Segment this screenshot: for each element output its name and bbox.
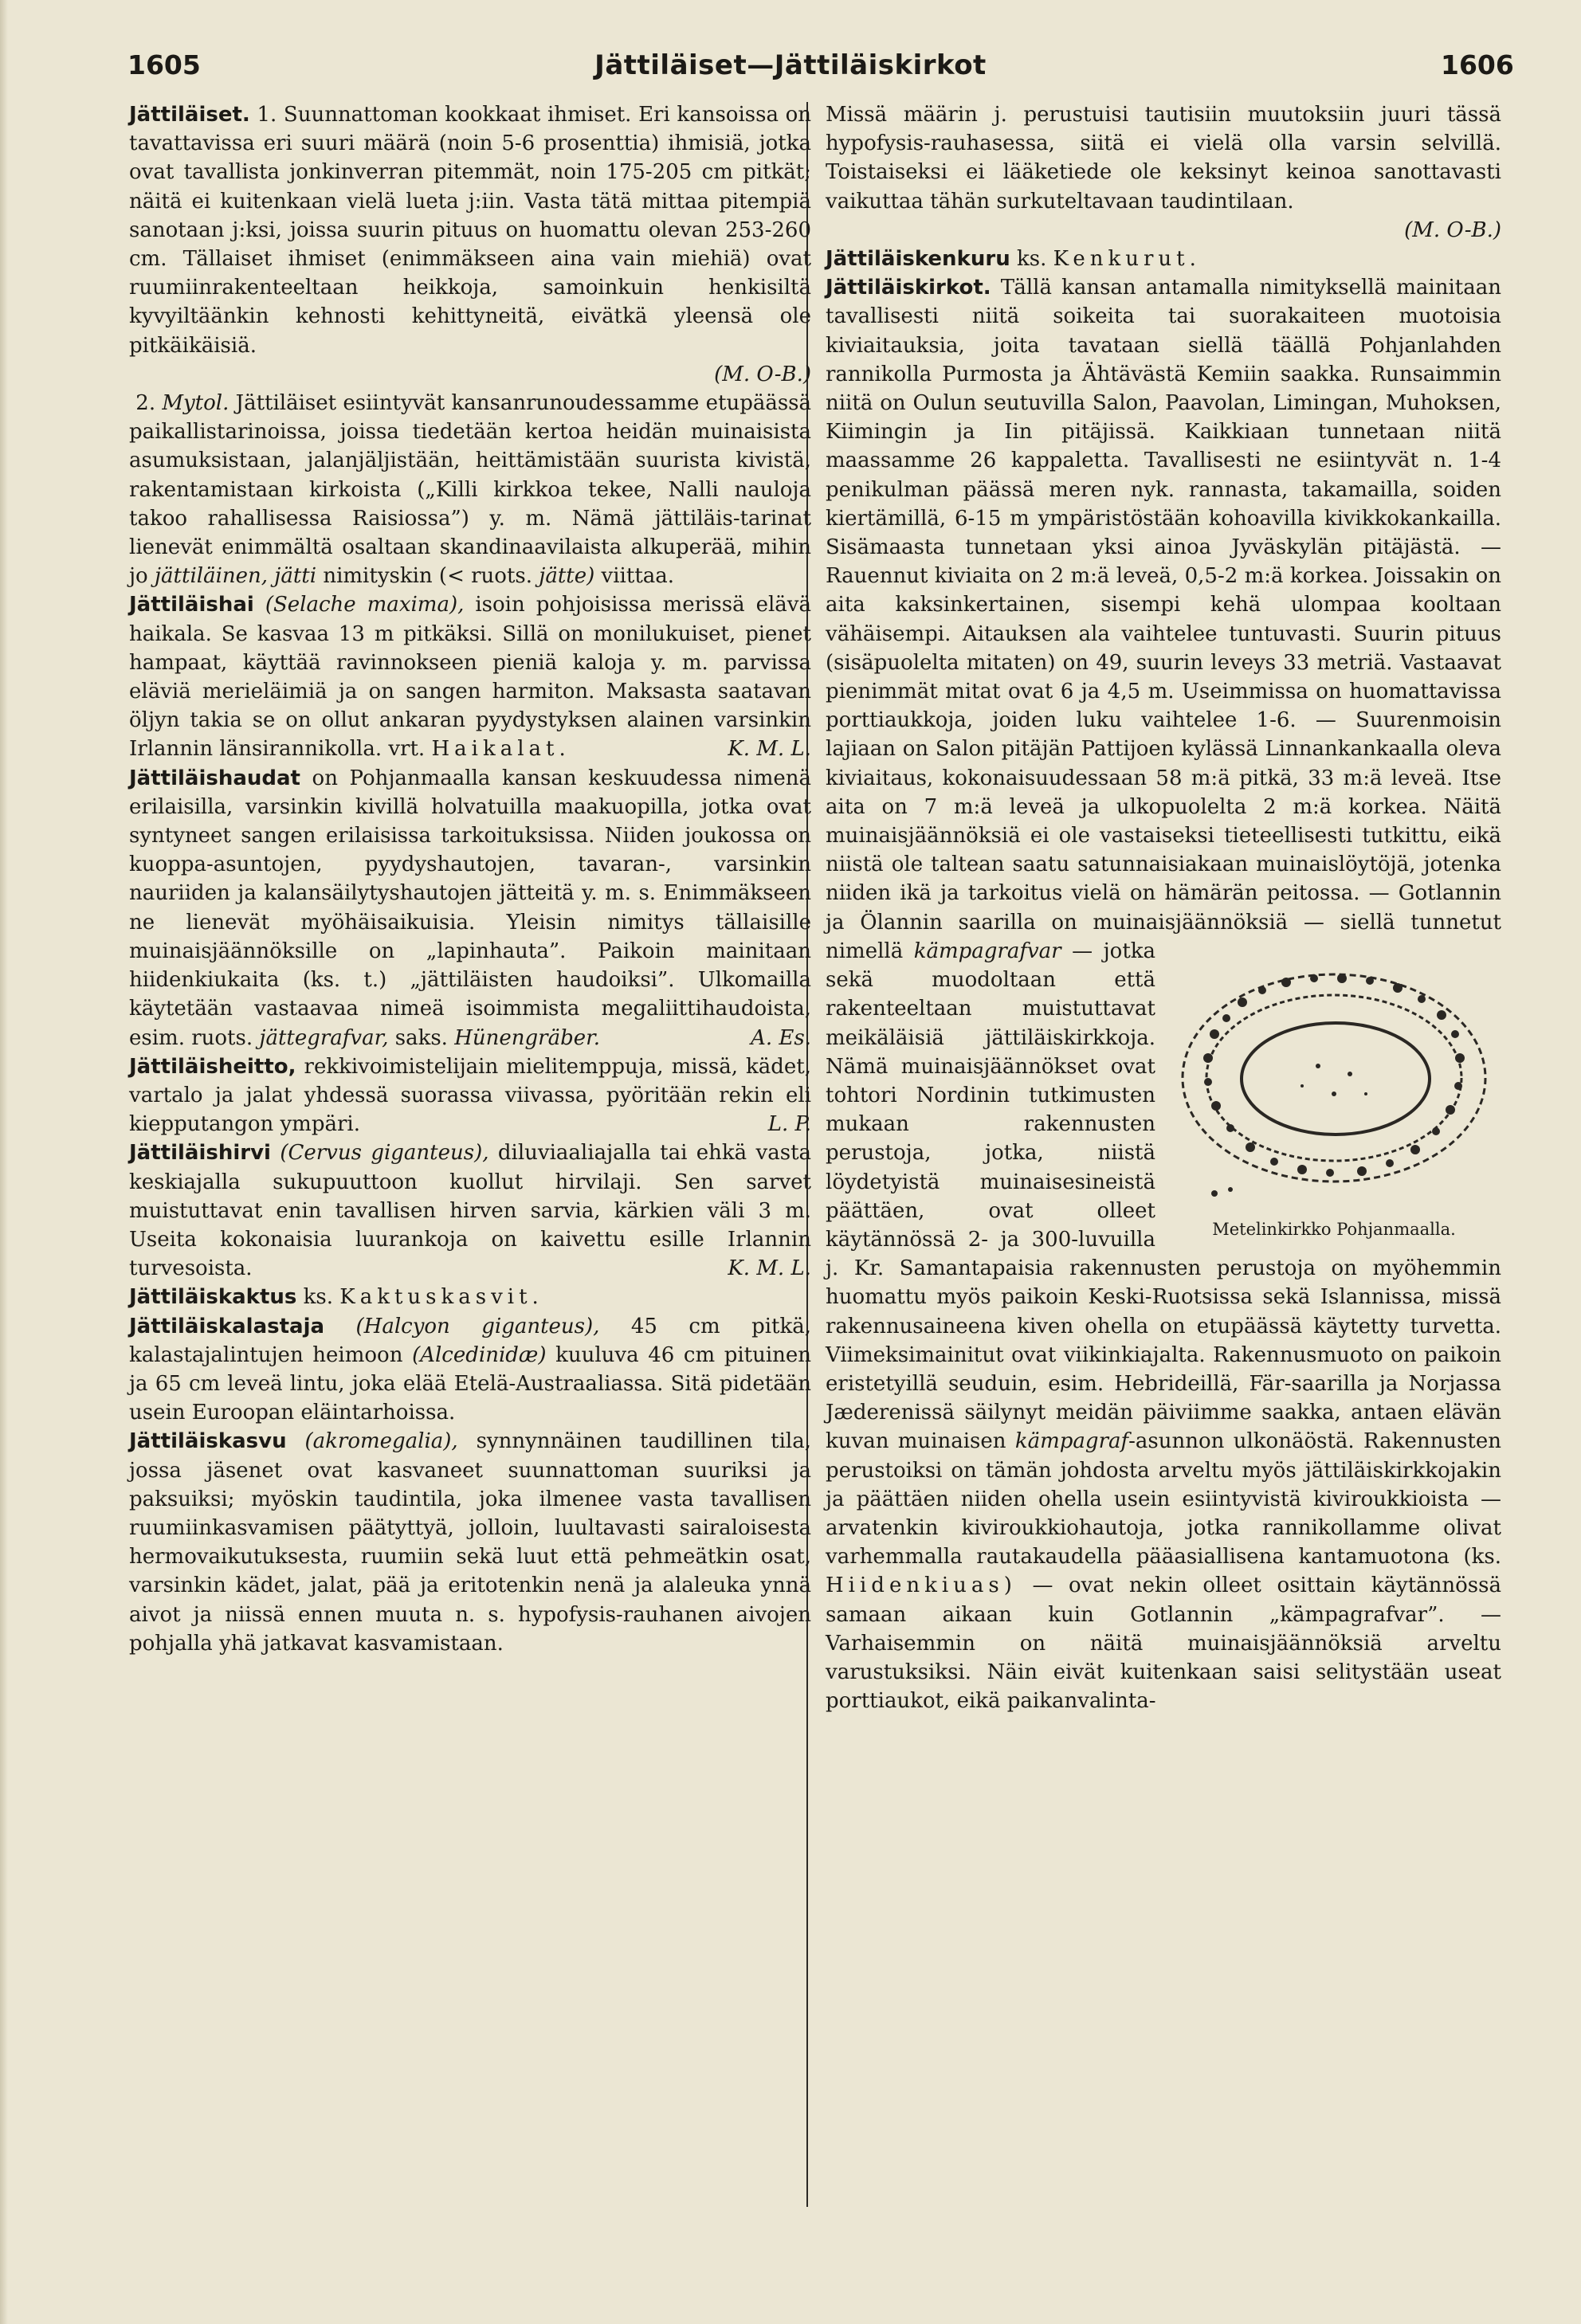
entry-text: viittaa. — [601, 564, 675, 589]
entry-italic: Hünengräber. — [454, 1025, 600, 1050]
stone-enclosure-illustration — [1167, 946, 1501, 1209]
entry-jattilaishaudat — [129, 764, 811, 1052]
latin-name: (akromegalia), — [304, 1429, 458, 1454]
headword: Jättiläisheitto, — [129, 1054, 296, 1079]
page-number-right: 1606 — [1441, 49, 1514, 80]
headword: Jättiläishai — [129, 593, 254, 617]
figure-caption: Metelinkirkko Pohjanmaalla. — [1212, 1219, 1456, 1239]
left-column — [129, 100, 811, 1658]
cross-reference: Kaktuskasvit. — [339, 1285, 543, 1310]
signature: L. P. — [767, 1112, 811, 1137]
right-column — [826, 100, 1501, 1715]
entry-jattilaiskasvu — [129, 1427, 811, 1658]
cross-reference: Hiidenkiuas) — [826, 1574, 1017, 1598]
entry-text: diluviaaliajalla tai ehkä vasta keskiajalla sukupuuttoon kuollut hirvilaji. Sen sarvet muistuttavat enin tavallisen hirven sarvia, kärkien väli 3 m. Useita kokonaisia luurankoja on kaivettu esille Irlannin turvesoista. — [129, 1141, 812, 1281]
latin-name: (Selache maxima), — [265, 593, 465, 617]
signature: (M. O-B.) — [1404, 218, 1501, 242]
latin-name: (Halcyon giganteus), — [355, 1314, 600, 1338]
headword: Jättiläiskalastaja — [129, 1314, 325, 1338]
entry-jattilaishai — [129, 590, 811, 763]
entry-text: — ovat nekin olleet osittain käytännössä samaan aikaan kuin Gotlannin „kämpagrafvar”. — Varhaisemmin on näitä muinaisjäännöksiä arveltu varustuksiksi. Näin eivät kuitenkaan saisi selitystään useat porttiaukot, eikä paikanvalinta- — [826, 1574, 1501, 1714]
latin-name: (Alcedinidæ) — [412, 1342, 547, 1367]
entry-text: Jättiläiset esiintyvät kansanrunoudessamme etupäässä paikallistarinoissa, joissa tiedetään kertoa heidän muinaisista asumuksistaan, jalanjäljistään, heittämistään suurista kivistä, rakentamistaan kirkoista („Killi kirkkoa tekee, Nalli nauloja takoo rahallisessa Raisiossa”) y. m. Nämä jättiläis-tarinat lienevät enimmältä osaltaan skandinaavilaista alkuperää, mihin jo — [129, 391, 812, 589]
entry-italic: jättiläinen, jätti — [154, 564, 317, 589]
cross-reference: Haikalat. — [431, 737, 571, 762]
headword: Jättiläiskirkot. — [826, 276, 991, 300]
signature: (M. O-B.) — [714, 362, 811, 386]
signature: K. M. L. — [728, 737, 811, 762]
entry-jattilaiskasvu-continued — [826, 100, 1501, 245]
running-title: Jättiläiset—Jättiläiskirkot — [594, 49, 987, 81]
entry-text: rekkivoimistelijain mielitemppuja, missä, kädet, vartalo ja jalat yhdessä suorassa viivassa, pyöritään rekin eli kiepputangon ympäri. — [129, 1054, 812, 1137]
entry-text: isoin pohjoisissa merissä elävä haikala. Se kasvaa 13 m pitkäksi. Sillä on monilukuiset, pienet hampaat, käyttää ravinnokseen pieniä kaloja y. m. parvissa eläviä merieläimiä ja on sangen harmiton. Maksasta saatavan öljyn takia se on ollut ankaran pyydystyksen alainen varsinkin Irlannin länsirannikolla. vrt. — [129, 593, 811, 762]
entry-text: on Pohjanmaalla kansan keskuudessa nimenä erilaisilla, varsinkin kivillä holvatuilla maakuopilla, jotka ovat syntyneet sangen erilaisissa tarkoituksissa. Niiden joukossa on kuoppa-asuntojen, pyydyshautojen, tavaran-, varsinkin nauriiden ja kalansäilytyshautojen jätteitä y. m. s. Enimmäkseen ne lienevät myöhäisaikuisia. Yleisin nimitys tällaisille muinaisjäännöksille on „lapinhauta”. Paikoin mainitaan hiidenkiukaita (ks. t.) „jättiläisten haudoiksi”. Ulkomailla käytetään vastaavaa nimeä isoimmista megaliittihaudoista, esim. ruots. — [129, 766, 811, 1050]
page-header — [0, 49, 1581, 84]
signature: K. M. L. — [728, 1256, 811, 1281]
headword: Jättiläiskaktus — [129, 1285, 297, 1310]
entry-jattilaiskirkot — [826, 273, 1501, 1715]
latin-name: (Cervus giganteus), — [280, 1141, 489, 1166]
entry-jattilaiskenkuru — [826, 245, 1501, 273]
entry-label: Mytol. — [162, 391, 230, 416]
entry-jattilaiskaktus — [129, 1283, 811, 1311]
entry-italic: jätte) — [539, 564, 595, 589]
entry-text: ks. — [303, 1285, 334, 1310]
entry-text: Missä määrin j. perustuisi tautisiin muutoksiin juuri tässä hypofysis-rauhasessa, siitä ei vielä olla varsin selvillä. Toistaiseksi ei lääketiede ole keksinyt keinoa sanottavasti vaikuttaa tähän surkuteltavaan taudintilaan. — [826, 103, 1501, 214]
page-number-left: 1605 — [128, 49, 201, 80]
entry-text: — jotka sekä muodoltaan että rakenteeltaan muistuttavat meikäläisiä jättiläiskirkkoja. Nämä muinaisjäännökset ovat tohtori Nordinin tutkimusten mukaan rakennusten perustoja, jotka, niistä löydetyistä muinaisesineistä päättäen, ovat olleet käytännössä 2- ja 300-luvuilla j. Kr. Samantapaisia rakennusten perustoja on myöhemmin huomattu myös paikoin Keski-Ruotsissa sekä Islannissa, missä rakennusaineena kiven ohella on etupäässä käytetty turvetta. Viimeksimainitut ovat viikinkiajalta. Rakennusmuoto on paikoin eristetyillä seuduin, esim. Hebrideillä, Fär-saarilla ja Norjassa Jæderenissä säilynyt meidän päiviimme saakka, antaen elävän kuvan muinaisen — [826, 939, 1501, 1454]
entry-text: 1. Suunnattoman kookkaat ihmiset. Eri kansoissa on tavattavissa eri suuri määrä (noin 5-6 prosenttia) ihmisiä, jotka ovat tavallista jonkinverran pitemmät, noin 175-205 cm pitkät; näitä ei kuitenkaan vielä lueta j:iin. Vasta tätä mittaa pitempiä sanotaan j:ksi, joissa suurin pituus on huomattu olevan 253-260 cm. Tällaiset ihmiset (enimmäkseen aina vain miehiä) ovat ruumiinrakenteeltaan heikkoja, samoinkuin henkisiltä kyvyiltäänkin kehnosti kehittyneitä, eivätkä yleensä ole pitkäikäisiä. — [129, 103, 811, 358]
entry-jattilaiskalastaja — [129, 1312, 811, 1428]
headword: Jättiläiskasvu — [129, 1429, 287, 1454]
headword: Jättiläishirvi — [129, 1141, 271, 1166]
entry-text: saks. — [394, 1025, 448, 1050]
figure-metelinkirkko — [1167, 946, 1501, 1240]
headword: Jättiläishaudat — [129, 766, 300, 790]
entry-text: synnynnäinen taudillinen tila, jossa jäsenet ovat kasvaneet suunnattoman suuriksi ja paksuiksi; myöskin taudintila, joka ilmenee vasta tavallisen ruumiinkasvamisen päätyttyä, jolloin, luultavasti sairaloisesta hermovaikutuksesta, ruumiin sekä luut että pehmeätkin osat, varsinkin kädet, jalat, pää ja eritotenkin nenä ja alaleuka ynnä aivot ja niissä ennen muuta n. s. hypofysis-rauhanen aivojen pohjalla yhä jatkavat kasvamistaan. — [129, 1429, 812, 1656]
entry-jattilaiset-mytol — [129, 389, 811, 590]
entry-text: nimityskin (< ruots. — [323, 564, 533, 589]
entry-jattilaiset — [129, 100, 811, 389]
entry-jattilaisheitto — [129, 1052, 811, 1139]
entry-jattilaishirvi — [129, 1138, 811, 1283]
cross-reference: Kenkurut. — [1053, 247, 1201, 272]
entry-italic: jättegrafvar, — [259, 1025, 389, 1050]
entry-italic: kämpagraf — [1014, 1429, 1129, 1454]
entry-number: 2. — [135, 391, 156, 416]
scan-edge — [0, 0, 8, 2324]
entry-text: kuuluva 46 cm pituinen ja 65 cm leveä lintu, joka elää Etelä-Austraaliassa. Sitä pidetään usein Euroopan eläintarhoissa. — [129, 1342, 812, 1425]
headword: Jättiläiskenkuru — [826, 247, 1010, 272]
entry-text: ks. — [1016, 247, 1047, 272]
entry-text: -asunnon ulkonäöstä. Rakennusten perustoiksi on tämän johdosta arveltu myös jättiläiskirkkojakin ja päättäen niiden ohella usein esiintyvistä kiviroukkioista — arvatenkin kiviroukkiohautoja, jotka rannikollamme olivat varhemmalla rautakaudella pääasiallisena kantamuotona (ks. — [826, 1429, 1501, 1570]
headword: Jättiläiset. — [129, 103, 250, 127]
entry-text: Tällä kansan antamalla nimityksellä mainitaan tavallisesti niitä soikeita tai suorakaiteen muotoisia kiviaitauksia, joita tavataan siellä täällä Pohjanlahden rannikolla Purmosta ja Ähtävästä Kemiin saakka. Runsaimmin niitä on Oulun seutuvilla Salon, Paavolan, Limingan, Muhoksen, Kiimingin ja Iin pitäjissä. Kaikkiaan tunnetaan niitä maassamme 26 kappaletta. Tavallisesti ne esiintyvät n. 1-4 penikulman päässä meren nyk. rannasta, takamailla, soiden kiertämillä, 6-15 m ympäristöstään kohoavilla kivikkokankailla. Sisämaasta tunnetaan yksi ainoa Jyväskylän pitäjästä. — Rauennut kiviaita on 2 m:ä leveä, 0,5-2 m:ä korkea. Joissakin on aita kaksinkertainen, sisempi kehä ulompaa kooltaan vähäisempi. Aitauksen ala vaihtelee tuntuvasti. Suurin pituus (sisäpuolelta mitaten) on 49, suurin leveys 33 metriä. Vastaavat pienimmät mitat ovat 6 ja 4,5 m. Useimmissa on huomattavissa porttiaukkoja, joiden luku vaihtelee 1-6. — Suurenmoisin lajiaan on Salon pitäjän Pattijoen kylässä Linnankankaalla oleva kiviaitaus, kokonaisuudessaan 58 m:ä pitkä, 33 m:ä leveä. Itse aita on 7 m:ä leveä ja ulkopuolelta 2 m:ä korkea. Näitä muinaisjäännöksiä ei ole vastaiseksi tieteellisesti tutkittu, eikä niistä ole taltean saatu satunnaisiakaan muinaislöytöjä, jotenka niiden ikä ja tarkoitus vielä on hämärän peitossa. — Gotlannin ja Ölannin saarilla on muinaisjäännöksiä — siellä tunnetut nimellä — [826, 276, 1502, 963]
signature: A. Es. — [751, 1025, 811, 1050]
entry-italic: kämpagrafvar — [913, 939, 1061, 963]
entry-text: 45 cm pitkä, kalastajalintujen heimoon — [129, 1314, 812, 1367]
